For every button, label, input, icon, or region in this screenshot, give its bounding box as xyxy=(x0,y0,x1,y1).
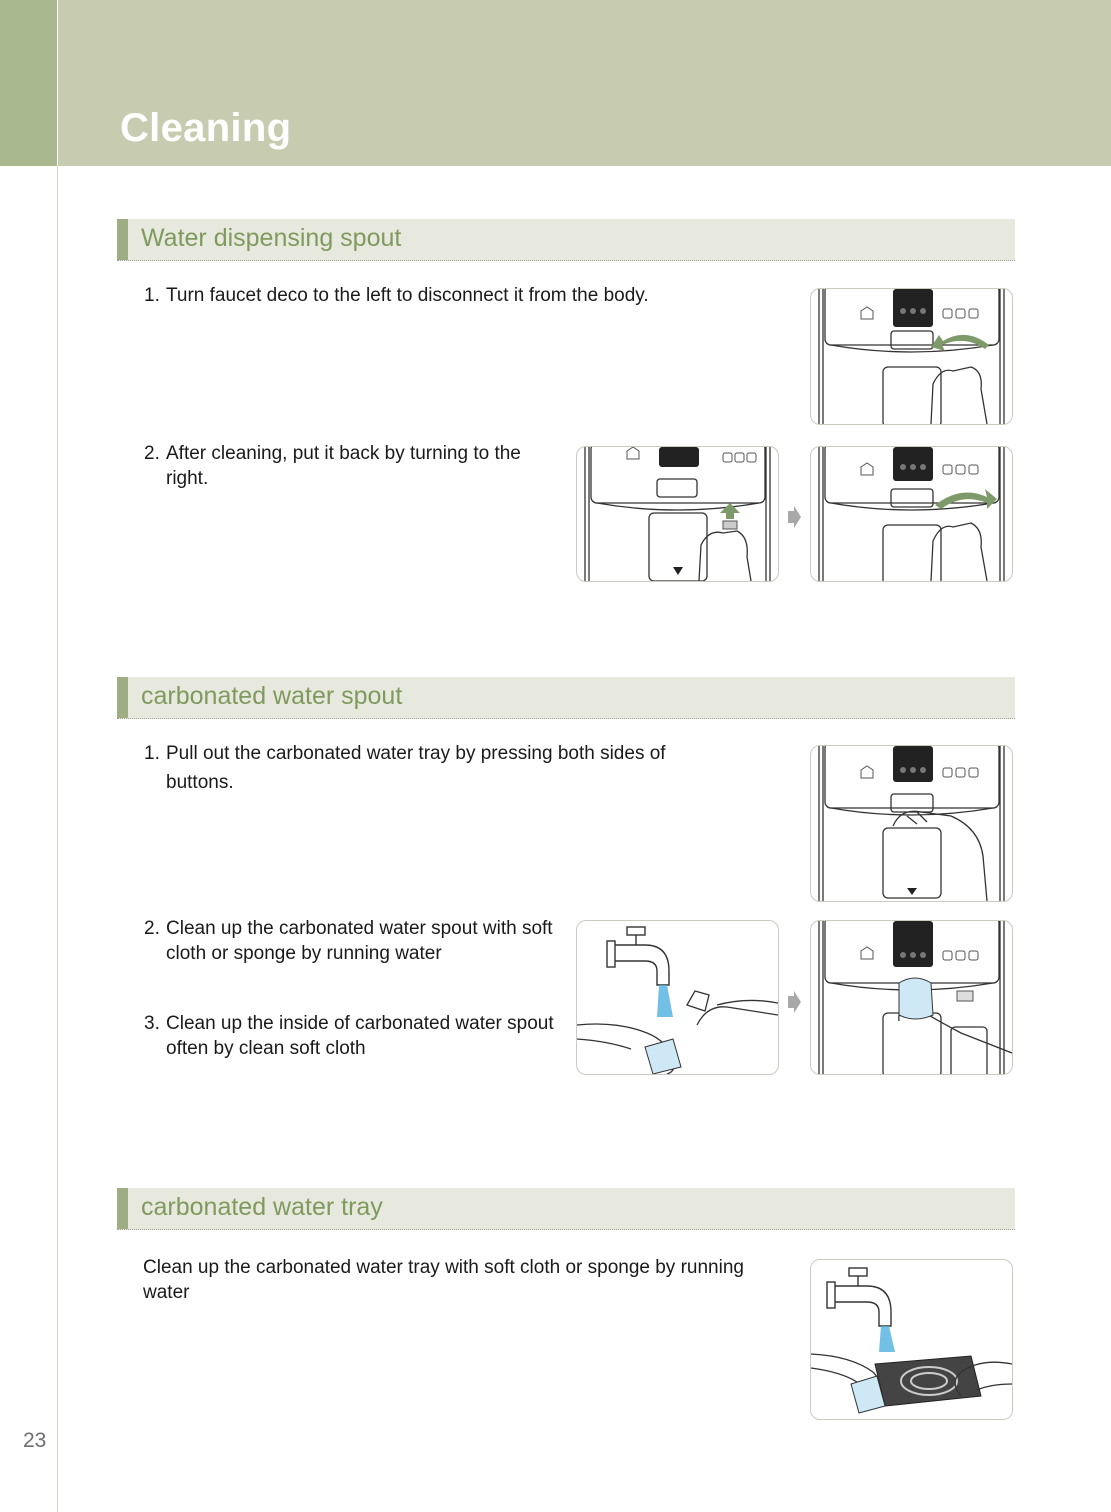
section-accent xyxy=(117,219,128,260)
step-2-clean-spout xyxy=(144,916,554,966)
section-header-carbonated-water-spout xyxy=(117,677,1015,719)
step-1-faucet-deco xyxy=(144,283,784,308)
step-clean-tray xyxy=(143,1255,753,1305)
step-1-pull-out-tray xyxy=(144,739,714,797)
step-text: Turn faucet deco to the left to disconnect it from the body. xyxy=(166,285,649,306)
rotate-left-arrow-icon xyxy=(931,335,989,351)
illustration-clean-inside-spout xyxy=(810,920,1013,1075)
illustration-rinse-spout xyxy=(576,920,779,1075)
illustration-turn-faucet-deco-right xyxy=(810,446,1013,582)
step-number: 2. xyxy=(144,443,160,464)
sponge-icon xyxy=(645,1039,681,1074)
step-2-faucet-deco xyxy=(144,441,544,491)
step-number: 1. xyxy=(144,285,160,306)
rotate-right-arrow-icon xyxy=(935,489,997,509)
step-number: 3. xyxy=(144,1013,160,1034)
step-text: Clean up the carbonated water tray with soft cloth or sponge by running water xyxy=(143,1257,744,1303)
step-3-clean-inside-spout xyxy=(144,1011,554,1061)
page-title: Cleaning xyxy=(120,106,292,150)
illustration-push-faucet-deco-up xyxy=(576,446,779,582)
section-accent xyxy=(117,677,128,718)
sponge-icon xyxy=(899,978,933,1019)
section-title: carbonated water spout xyxy=(141,682,403,710)
faucet-icon xyxy=(827,1268,891,1326)
step-number: 2. xyxy=(144,918,160,939)
section-accent xyxy=(117,1188,128,1229)
next-step-arrow-icon xyxy=(786,505,802,529)
page-number: 23 xyxy=(23,1429,47,1452)
step-text: Clean up the carbonated water spout with soft cloth or sponge by running water xyxy=(166,918,553,964)
step-text: After cleaning, put it back by turning to the right. xyxy=(166,443,521,489)
illustration-pull-out-tray xyxy=(810,745,1013,902)
section-title: Water dispensing spout xyxy=(141,224,402,252)
margin-line xyxy=(57,166,58,1512)
section-header-water-dispensing-spout xyxy=(117,219,1015,261)
section-header-carbonated-water-tray xyxy=(117,1188,1015,1230)
push-up-arrow-icon xyxy=(720,503,740,519)
step-text: Pull out the carbonated water tray by pressing both sides of buttons. xyxy=(166,743,666,793)
faucet-icon xyxy=(607,927,669,985)
illustration-remove-faucet-deco xyxy=(810,288,1013,425)
side-accent-strip xyxy=(0,0,57,166)
step-text: Clean up the inside of carbonated water spout often by clean soft cloth xyxy=(166,1013,554,1059)
next-step-arrow-icon xyxy=(786,990,802,1014)
section-title: carbonated water tray xyxy=(141,1193,383,1221)
illustration-rinse-tray xyxy=(810,1259,1013,1420)
step-number: 1. xyxy=(144,743,160,764)
